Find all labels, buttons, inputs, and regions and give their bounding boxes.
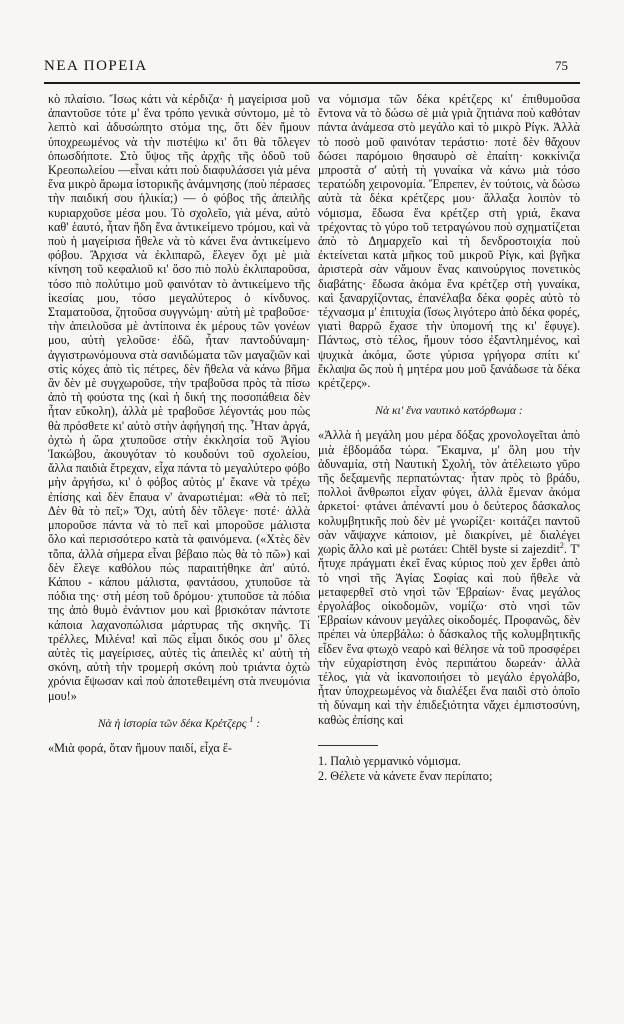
running-header [44,58,568,75]
body-paragraph: «Ἀλλὰ ἡ μεγάλη μου μέρα δόξας χρονολογεῖται ἀπὸ μιὰ ἑβδομάδα τώρα. Ἔκαμνα, μ' ὅλη μου τὴν ἀδυναμία, στὴ Ναυτικὴ Σχολή, τὸν ἀτέλειωτο γῦρο τῆς δεξαμενῆς περπατώντας· ἦταν πρὸς τὸ βράδυ, πολλοὶ ἄνθρωποι εἶχαν φύγει, ἀλλὰ ἔμεναν ἀκόμα ἀρκετοί· φτάνει ἀπέναντί μου ὁ δεύτερος δάσκαλος κολυμβητικῆς ποὺ δὲν μὲ γνωρίζει· κοιτάζει παντοῦ σὰν νἄψαχνε κάποιον, μὲ διακρίνει, μὲ διαλέγει χωρὶς ἄλλο καὶ μὲ ρωτάει: Chtěl byste si zajezdit$^2$. Τ' ἤτυχε πράγματι ἐκεῖ ἕνας κύριος ποὺ χεν ἔρθει ἀπὸ τὸ νησὶ τῆς Ἁγίας Σοφίας καὶ ποὺ ἤθελε νὰ μεταφερθεῖ στὸ νησὶ τῶν Ἑβραίων· ἕνας μεγάλος ἐργολάβος οἰκοδομῶν, νομίζω· στὸ νησὶ τῶν Ἑβραίων κάνουν μεγάλες οἰκοδομές. Προφανῶς, δὲν πρέπει νὰ ὑπερβάλω: ὁ δάσκαλος τῆς κολυμβητικῆς εἶδεν ἕνα φτωχὸ νεαρὸ καὶ θέλησε νὰ τοῦ προσφέρει τὴν εὐχαρίστηση ἑνὸς περιπάτου δωρεάν· ἀλλὰ τέλος, γιὰ νὰ ἱκανοποιήσει τὸ μεγάλο ἐργολάβο, ἦταν ὑποχρεωμένος νὰ διαλέξει ἕνα παιδὶ στὸ ὁποῖο τὴ δύναμη καὶ τὴν ἐπιδεξιότητα νἄχει ἐμπιστοσύνη, καθὼς ἐπίσης καὶ [318,428,580,727]
body-paragraph: «Μιὰ φορά, ὅταν ἤμουν παιδί, εἶχα ἕ- [48,740,232,755]
header-rule [44,82,580,84]
footnote: 2. Θέλετε νὰ κάνετε ἕναν περίπατο; [318,768,493,783]
right-column [318,92,580,784]
section-subheading: Νὰ κι' ἕνα ναυτικὸ κατόρθωμα : [375,404,523,418]
footnote: 1. Παλιὸ γερμανικὸ νόμισμα. [318,753,461,768]
left-column [48,92,310,755]
journal-title: ΝΕΑ ΠΟΡΕΙΑ [44,58,148,74]
section-subheading: Νὰ ἡ ἱστορία τῶν δέκα Κρέτζερς $^1$ : [97,714,261,730]
body-paragraph: κὸ πλαίσιο. Ἴσως κάτι νὰ κέρδιζα· ἡ μαγείρισα μοῦ ἀπαντοῦσε τότε μ' ἕνα τρόπο γενικὰ σύντομο, μὲ τὸ λεπτὸ καὶ ἀδυσώπητο στόμα της, ὅτι δὲν ἤμουν ὑποχρεωμένος νὰ τὴν πιστέψω κι' ὅτι θὰ τὄλεγεν ὁπωσδήποτε. Στὸ ὕψος τῆς ἀρχῆς τῆς ὁδοῦ τοῦ Κρεοπωλείου —εἶναι κάτι ποὺ διαφυλάσσει γιὰ μένα ἕνα μικρὸ ἄρωμα ἱστορικῆς ἀνάμνησης (ποὺ πέρασες τὴν παιδική σου ἡλικία;) — ὁ φόβος τῆς ἀπειλῆς κυριαρχοῦσε μέσα μου. Τὸ σχολεῖο, γιὰ μένα, αὐτὸ καθ' ἑαυτό, ἦταν ἤδη ἕνα ἀντικείμενο τρόμου, καὶ νὰ ποὺ ἡ μαγείρισα ἤθελε νὰ τὸ κάνει ἕνα ἀντικείμενο φόβου. Ἄρχισα νὰ ἐκλιπαρῶ, ἔλεγεν ὄχι μὲ μιὰ κίνηση τοῦ κεφαλιοῦ κι' ὅσο πιὸ πολὺ ἐκλιπαροῦσα, τόσο πιὸ πολύτιμο μοῦ φαινόταν τὸ ἀντικείμενο τῆς ἱκεσίας μου, τόσο μεγαλύτερος ὁ κίνδυνος. Σταματοῦσα, ζητοῦσα συγγνώμη· αὐτὴ μὲ τραβοῦσε· τὴν ἀπειλοῦσα μὲ ἀντίποινα ἐκ μέρους τῶν γονέων μου, αὐτὴ γελοῦσε· ἐδῶ, ἦταν παντοδύναμη· ἀγγιστρωνόμουνα στὰ σανιδώματα τῶν μαγαζιῶν καὶ στὶς κόχες ἀπὸ τὶς πέτρες, δὲν ἤθελα νὰ κάνω βῆμα ἂν δὲν μὲ συγχωροῦσε, τὴν τραβοῦσα πρὸς τὰ πίσω ἀπὸ τὴ φούστα της (καὶ ἡ δική της ποσοπάθεια δὲν ἦταν εὔκολη), ἀλλὰ μὲ τραβοῦσε λέγοντάς μου πὼς θὰ πρόσθετε κι' αὐτὸ στὴν ἀφήγησή της. Ἦταν ἀργά, ὀχτὼ ἡ ὥρα χτυποῦσε στὴν ἐκκλησία τοῦ Ἁγίου Ἰακώβου, ἀκουγόταν τὸ κουδούνι τοῦ σχολείου, ἄλλα παιδιὰ ἔτρεχαν, εἶχα πάντα τὸ μεγαλύτερο φόβο μὴν ἀργήσω, κι' ὁ φόβος αὐτὸς μ' ἔκανε νὰ τρέχω ἐπίσης καὶ δὲν ἔπαυα ν' ἀναρωτιέμαι: «Θὰ τὸ πεῖ; Δὲν θὰ τὸ πεῖ;» Ὄχι, αὐτὴ δὲν τὄλεγε· ποτέ· ἀλλὰ μποροῦσε πάντα νὰ τὸ πεῖ καὶ μποροῦσε μάλιστα ὅλο καὶ περισσότερο κατὰ τὰ φαινόμενα. («Χτὲς δὲν τὄπα, ἀλλὰ σήμερα εἶναι βέβαιο πὼς θὰ τὸ πῶ») καὶ δὲν ἔλεγε καθόλου πὼς παραιτήθηκε ἀπ' αὐτό. Κάπου - κάπου μάλιστα, φαντάσου, χτυποῦσε τὰ πόδια της· στὴ μέση τοῦ δρόμου· χτυποῦσε τὰ πόδια της ἀπὸ θυμὸ ἐνάντιον μου καὶ βρισκόταν πάντοτε κάποια λαχανοπώλισα μάρτυρας τῆς σκηνῆς. Τί τρέλλες, Μιλένα! καὶ πῶς εἶμαι δικός σου μ' ὅλες αὐτὲς τὶς μαγείρισες, αὐτὲς τὶς ἀπειλὲς κι' αὐτὴ τὴ σκόνη, αὐτὴ τὴν τρομερὴ σκόνη ποὺ τριάντα ὀχτὼ χρόνια ἔψωσαν καὶ ποὺ ἀποτεθειμένη στὰ πνευμόνια μου!» [48,92,310,703]
footnote-rule [318,745,378,746]
footnote-ref: 1 [249,714,254,724]
footnote-ref: 2 [559,541,564,551]
page-number: 75 [555,58,568,73]
body-paragraph: να νόμισμα τῶν δέκα κρέτζερς κι' ἐπιθυμοῦσα ἔντονα νὰ τὸ δώσω σὲ μιὰ γριὰ ζητιάνα ποὺ καθόταν πάντα ἀνάμεσα στὸ μεγάλο καὶ τὸ μικρὸ Ρίγκ. Ἀλλὰ τὸ ποσὸ μοῦ φαινόταν τεράστιο· ποτὲ δὲν θἄχουν δώσει παρόμοιο θησαυρὸ σὲ ἐπαίτη· κοκκίνιζα μπροστὰ σ' αὐτὴ τὴ γυναίκα νὰ κάνω μιὰ τόσο τερατώδη χειρονομία. Ἔπρεπεν, ἐν τούτοις, νὰ δώσω αὐτὰ τὰ δέκα κρέτζερς μου· ἄλλαξα λοιπὸν τὸ νόμισμα, ἔδωσα ἕνα κρέτζερ στὴ γριά, ἔκανα τρέχοντας τὸ γύρο τοῦ τετραγώνου ποὺ σχηματίζεται ἀπὸ τὸ Δημαρχεῖο καὶ τὴ δενδροστοιχία ποὺ ἐκτείνεται κατὰ μῆκος τοῦ μικροῦ Ρίγκ, καὶ βγῆκα ἀριστερὰ σὰν νἄμουν ἕνας καινούργιος πονετικὸς διαβάτης· ἔδωσα ἀκόμα ἕνα κρέτζερ στὴ γυναίκα, καὶ ξαναρχίζοντας, ἐπανέλαβα δέκα φορὲς αὐτὸ τὸ τέχνασμα μ' ἐπιτυχία (ἴσως λιγότερο ἀπὸ δέκα φορές, γιατὶ θαρρῶ ἔχασε τὴν ὑπομονή της κι' ἔφυγε). Πάντως, στὸ τέλος, ἤμουν τόσο ἐξαντλημένος, καὶ ψυχικὰ ἀκόμα, ὥστε γύρισα γρήγορα σπίτι κι' ἔκλαψα ὥς ποὺ ἡ μητέρα μου μοῦ ξανάδωσε τὰ δέκα κρέτζερς». [318,92,580,391]
